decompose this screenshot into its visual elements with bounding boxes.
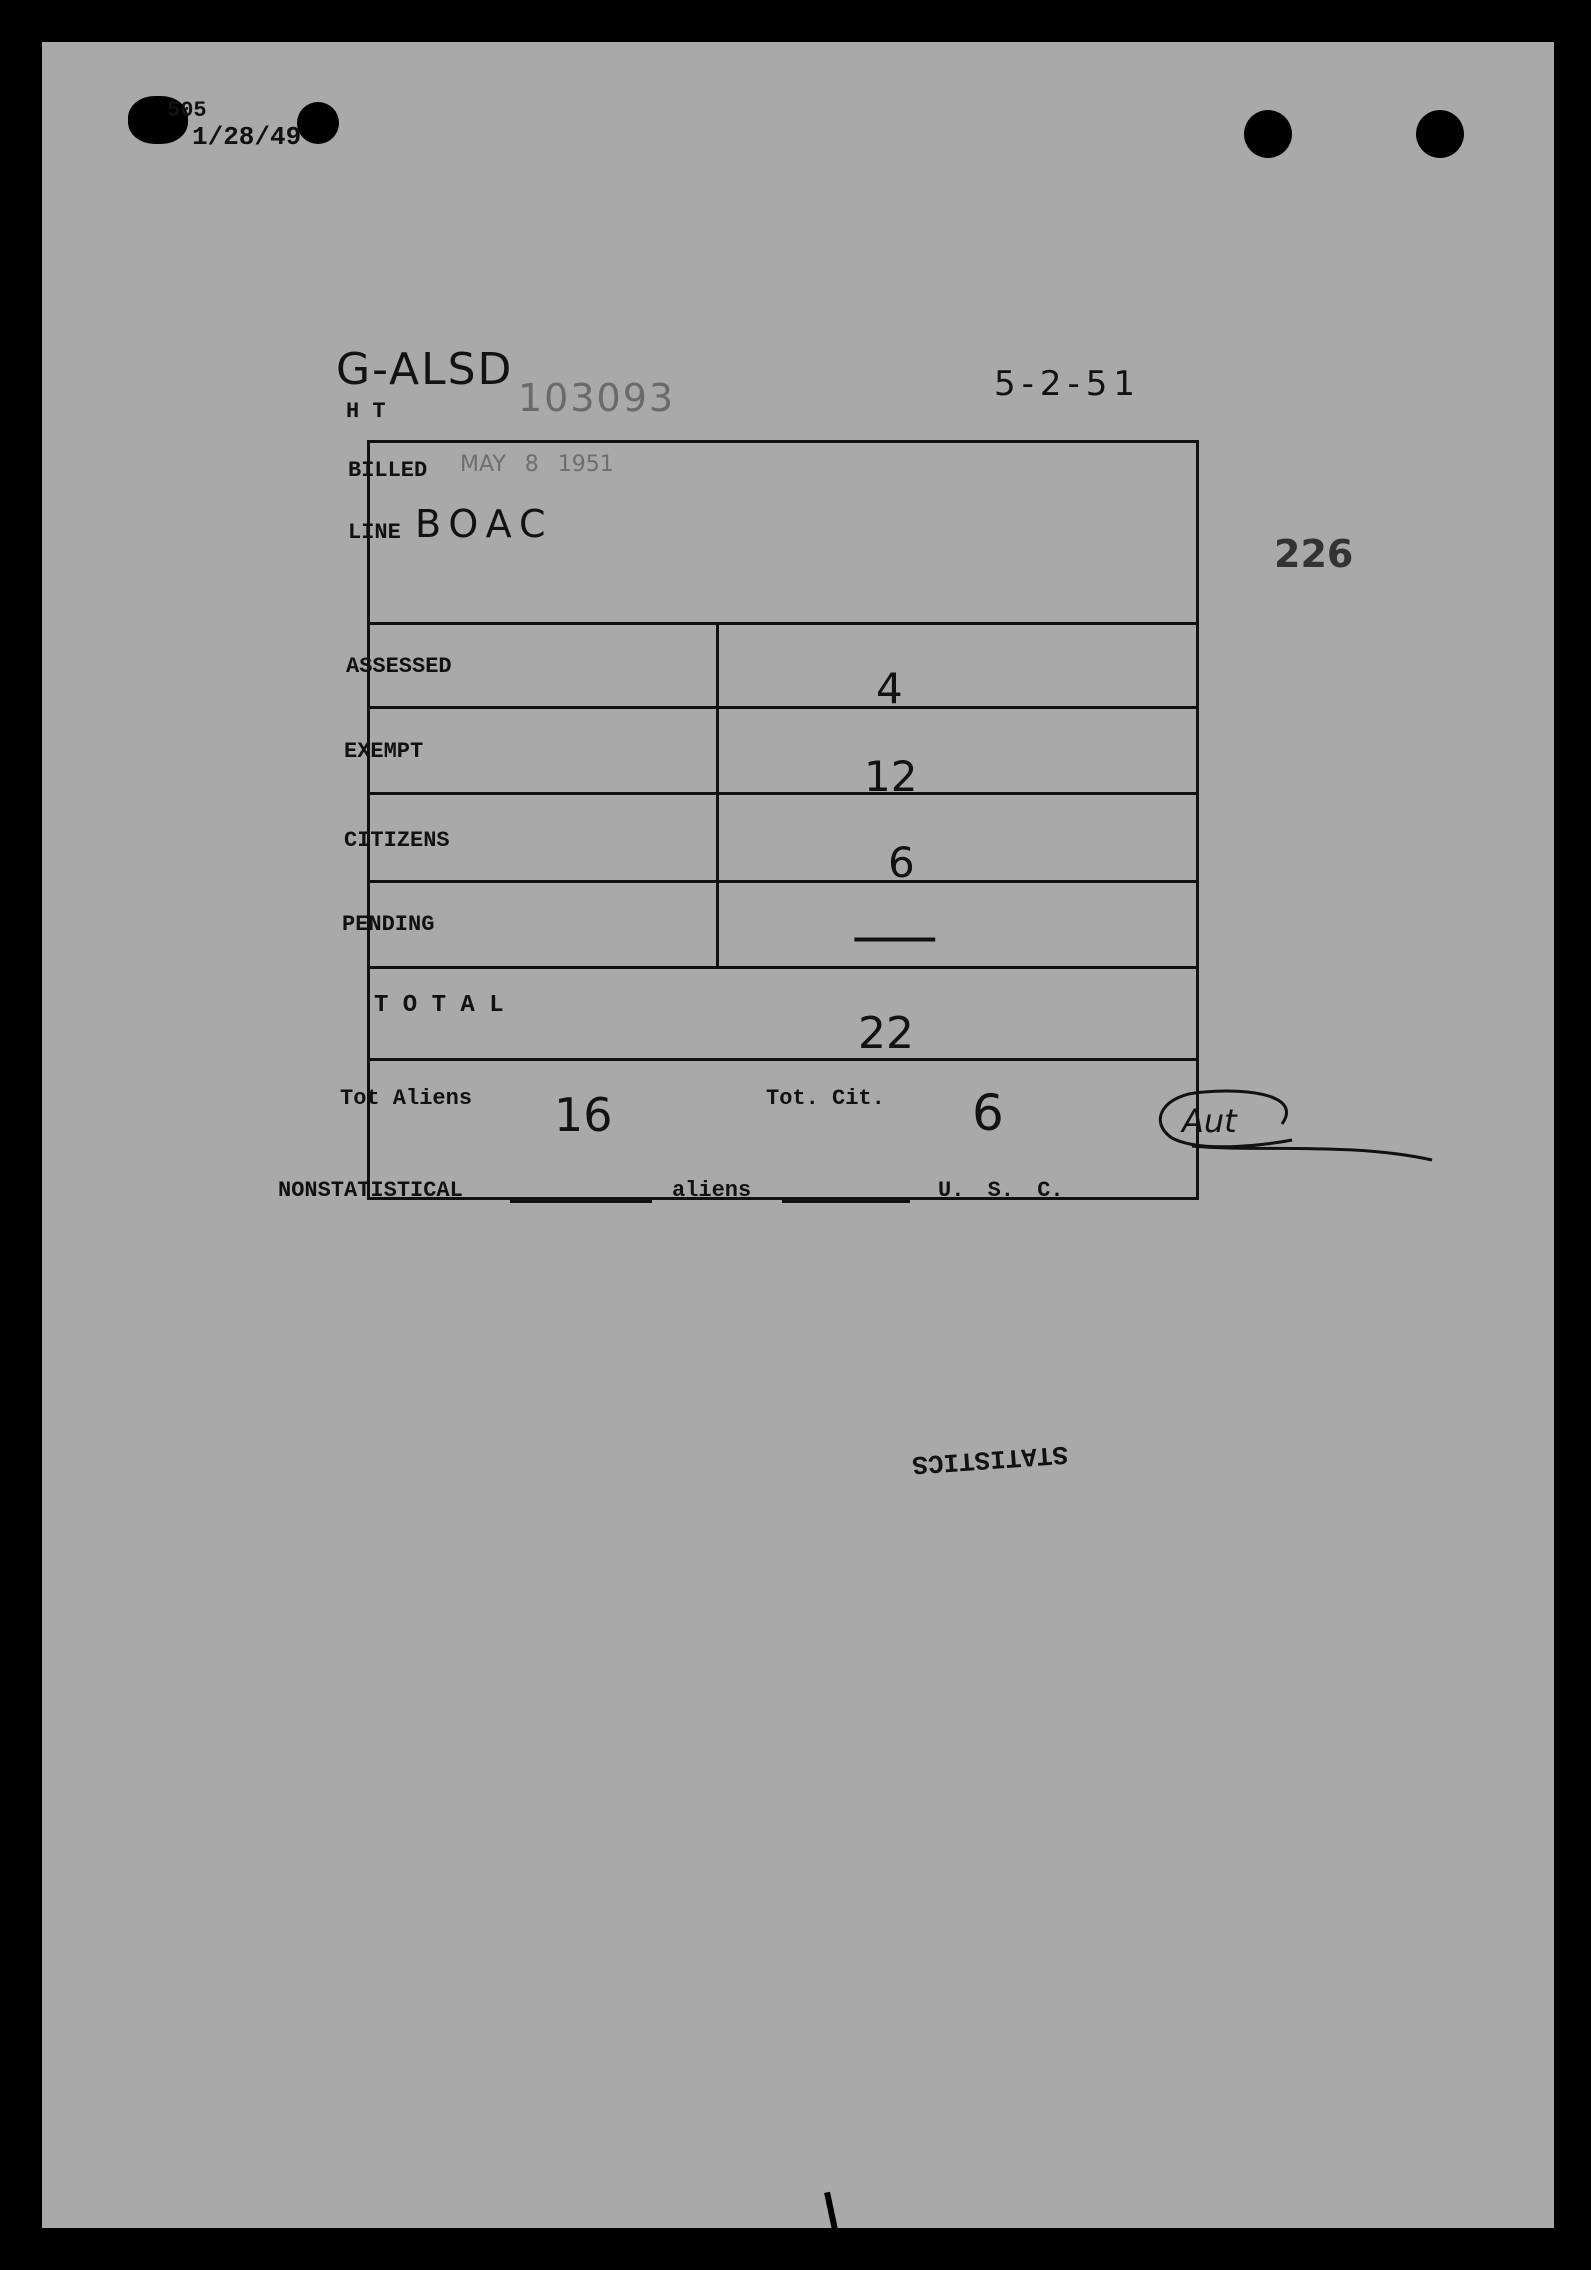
exempt-value: 12 <box>864 752 918 801</box>
document-page <box>42 42 1554 2228</box>
total-value: 22 <box>858 1008 914 1059</box>
tot-cit-label: Tot. Cit. <box>766 1086 885 1111</box>
page-number: 226 <box>1274 532 1354 576</box>
line-value: BOAC <box>415 502 554 546</box>
aliens-label: aliens <box>672 1178 752 1203</box>
tot-cit-value: 6 <box>972 1084 1004 1142</box>
form-divider-2 <box>367 792 1199 795</box>
serial-number: 103093 <box>518 376 676 420</box>
form-divider-4 <box>367 966 1199 969</box>
form-divider-3 <box>367 880 1199 883</box>
punch-hole-left <box>1244 110 1292 158</box>
tot-aliens-label: Tot Aliens <box>340 1086 473 1111</box>
billed-label: BILLED <box>348 458 428 483</box>
citizens-value: 6 <box>888 838 915 887</box>
form-number: 505 <box>167 98 207 123</box>
billed-stamp: MAY 8 1951 <box>460 452 614 477</box>
form-divider-top <box>367 622 1199 625</box>
ht-label: H T <box>346 399 386 424</box>
citizens-label: CITIZENS <box>344 828 450 853</box>
form-date: 1/28/49 <box>192 122 302 152</box>
line-label: LINE <box>348 520 401 545</box>
statistics-stamp: STATISTICS <box>911 1438 1069 1480</box>
pending-label: PENDING <box>342 912 435 937</box>
tot-aliens-value: 16 <box>554 1088 613 1142</box>
form-divider-5 <box>367 1058 1199 1061</box>
header-date: 5-2-51 <box>994 364 1142 404</box>
form-divider-1 <box>367 706 1199 709</box>
flight-code: G-ALSD <box>336 344 514 395</box>
aliens-blank <box>782 1200 910 1203</box>
punch-hole-right <box>1416 110 1464 158</box>
usc-label: U. S. C. <box>938 1178 1064 1203</box>
exempt-label: EXEMPT <box>344 739 424 764</box>
nonstatistical-blank <box>510 1200 652 1203</box>
form-column-divider <box>716 622 719 968</box>
assessed-label: ASSESSED <box>346 654 452 679</box>
corner-ink-blot-2 <box>297 102 339 144</box>
pending-value: — <box>850 904 940 969</box>
bottom-tick <box>824 2192 838 2230</box>
total-label: T O T A L <box>374 992 504 1019</box>
initials-flourish <box>1132 1082 1452 1172</box>
initials: Aut <box>1182 1102 1237 1140</box>
nonstatistical-label: NONSTATISTICAL <box>278 1178 463 1203</box>
assessed-value: 4 <box>876 664 903 713</box>
